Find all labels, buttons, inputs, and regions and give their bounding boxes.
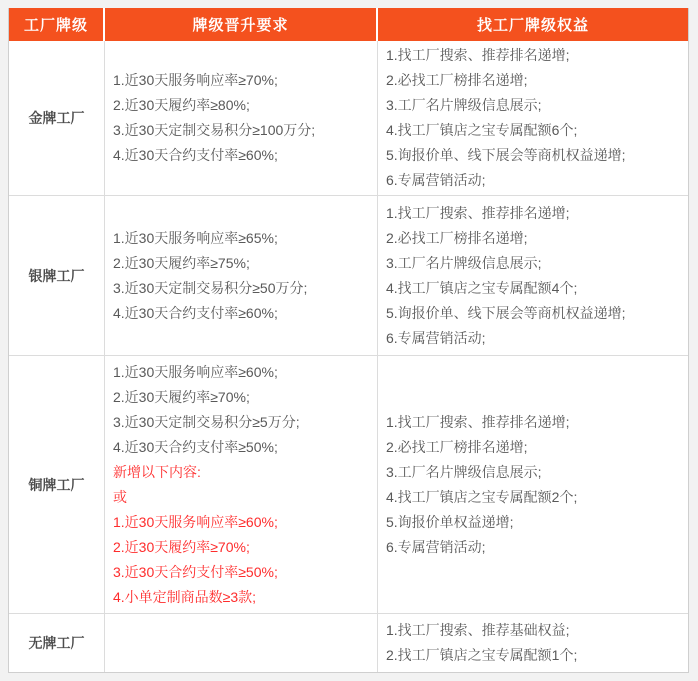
requirement-line: 1.近30天服务响应率≥65%; <box>113 229 278 246</box>
benefit-line: 1.找工厂搜索、推荐基础权益; <box>386 622 570 638</box>
header-cell-2: 找工厂牌级权益 <box>476 17 589 34</box>
benefit-line: 6.专属营销活动; <box>386 538 486 555</box>
requirements-cell <box>105 41 378 195</box>
requirements-lines <box>105 356 377 613</box>
benefit-line: 3.工厂名片牌级信息展示; <box>386 97 542 113</box>
table-row <box>9 614 688 672</box>
benefits-lines <box>378 614 688 672</box>
benefits-lines <box>378 41 688 195</box>
requirement-line: 1.近30天服务响应率≥60%; <box>113 363 278 380</box>
benefits-cell <box>378 356 688 613</box>
benefit-line: 2.必找工厂榜排名递增; <box>386 438 528 455</box>
table-row <box>9 196 688 356</box>
benefits-cell <box>378 41 688 195</box>
requirements-lines <box>105 614 377 672</box>
benefit-line: 6.专属营销活动; <box>386 172 486 188</box>
requirement-line: 3.近30天合约支付率≥50%; <box>113 563 278 580</box>
requirement-line: 2.近30天履约率≥70%; <box>113 538 250 555</box>
benefit-line: 1.找工厂搜索、推荐排名递增; <box>386 413 570 430</box>
header-cell-0: 工厂牌级 <box>9 8 105 41</box>
requirements-cell <box>105 356 378 613</box>
benefit-line: 5.询报价单、线下展会等商机权益递增; <box>386 304 626 321</box>
benefit-line: 1.找工厂搜索、推荐排名递增; <box>386 204 570 221</box>
requirement-line: 4.小单定制商品数≥3款; <box>113 588 257 605</box>
requirement-line: 4.近30天合约支付率≥50%; <box>113 438 278 455</box>
requirement-line: 3.近30天定制交易积分≥50万分; <box>113 279 308 296</box>
factory-tier-table <box>8 8 689 673</box>
requirements-lines <box>105 196 377 355</box>
table-row <box>9 41 688 196</box>
benefit-line: 4.找工厂镇店之宝专属配额6个; <box>386 122 578 138</box>
benefit-line: 4.找工厂镇店之宝专属配额4个; <box>386 279 578 296</box>
requirement-line: 新增以下内容: <box>113 463 201 480</box>
table-header-row <box>9 8 688 41</box>
requirements-cell <box>105 614 378 672</box>
requirements-cell <box>105 196 378 355</box>
requirement-line: 1.近30天服务响应率≥70%; <box>113 72 278 88</box>
benefit-line: 6.专属营销活动; <box>386 329 486 346</box>
table-row <box>9 356 688 614</box>
requirement-line: 3.近30天定制交易积分≥100万分; <box>113 122 316 138</box>
header-cell-1: 牌级晋升要求 <box>105 8 378 41</box>
benefits-cell <box>378 196 688 355</box>
requirement-line: 2.近30天履约率≥75%; <box>113 254 250 271</box>
benefit-line: 2.必找工厂榜排名递增; <box>386 229 528 246</box>
benefit-line: 2.找工厂镇店之宝专属配额1个; <box>386 647 578 663</box>
table-body <box>9 41 688 672</box>
requirement-line: 4.近30天合约支付率≥60%; <box>113 147 278 163</box>
benefit-line: 3.工厂名片牌级信息展示; <box>386 254 542 271</box>
requirements-lines <box>105 41 377 195</box>
requirement-line: 4.近30天合约支付率≥60%; <box>113 304 278 321</box>
requirement-line: 1.近30天服务响应率≥60%; <box>113 513 278 530</box>
benefit-line: 5.询报价单权益递增; <box>386 513 514 530</box>
tier-name: 银牌工厂 <box>9 196 105 355</box>
benefit-line: 2.必找工厂榜排名递增; <box>386 72 528 88</box>
benefits-lines <box>378 196 688 355</box>
benefits-lines <box>378 356 688 613</box>
tier-name: 金牌工厂 <box>9 41 105 195</box>
benefit-line: 5.询报价单、线下展会等商机权益递增; <box>386 147 626 163</box>
tier-name: 铜牌工厂 <box>9 356 105 613</box>
requirement-line: 或 <box>113 488 127 505</box>
benefit-line: 1.找工厂搜索、推荐排名递增; <box>386 47 570 63</box>
requirement-line: 2.近30天履约率≥70%; <box>113 388 250 405</box>
requirement-line: 3.近30天定制交易积分≥5万分; <box>113 413 300 430</box>
tier-name: 无牌工厂 <box>9 614 105 672</box>
benefit-line: 3.工厂名片牌级信息展示; <box>386 463 542 480</box>
requirement-line: 2.近30天履约率≥80%; <box>113 97 250 113</box>
benefits-cell <box>378 614 688 672</box>
benefit-line: 4.找工厂镇店之宝专属配额2个; <box>386 488 578 505</box>
